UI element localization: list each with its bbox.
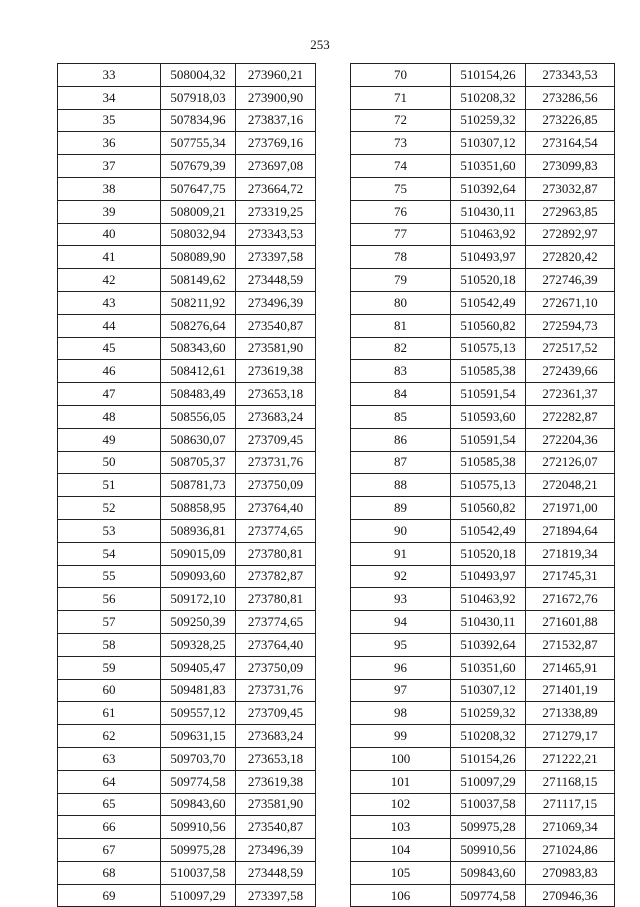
point-number-cell: 62 — [58, 725, 161, 748]
y-coordinate-cell: 271819,34 — [526, 542, 615, 565]
y-coordinate-cell: 273448,59 — [236, 269, 316, 292]
point-number-cell: 46 — [58, 360, 161, 383]
point-number-cell: 77 — [351, 223, 451, 246]
x-coordinate-cell: 510463,92 — [451, 588, 526, 611]
x-coordinate-cell: 509405,47 — [161, 656, 236, 679]
point-number-cell: 44 — [58, 314, 161, 337]
point-number-cell: 58 — [58, 633, 161, 656]
x-coordinate-cell: 510560,82 — [451, 314, 526, 337]
y-coordinate-cell: 273653,18 — [236, 747, 316, 770]
y-coordinate-cell: 273731,76 — [236, 451, 316, 474]
x-coordinate-cell: 507647,75 — [161, 177, 236, 200]
y-coordinate-cell: 272282,87 — [526, 405, 615, 428]
y-coordinate-cell: 273397,58 — [236, 246, 316, 269]
x-coordinate-cell: 508483,49 — [161, 383, 236, 406]
y-coordinate-cell: 273900,90 — [236, 86, 316, 109]
y-coordinate-cell: 273099,83 — [526, 155, 615, 178]
y-coordinate-cell: 273731,76 — [236, 679, 316, 702]
y-coordinate-cell: 271465,91 — [526, 656, 615, 679]
point-number-cell: 35 — [58, 109, 161, 132]
x-coordinate-cell: 507679,39 — [161, 155, 236, 178]
y-coordinate-cell: 273496,39 — [236, 839, 316, 862]
point-number-cell: 80 — [351, 291, 451, 314]
table-row — [351, 725, 615, 748]
table-row — [58, 497, 316, 520]
x-coordinate-cell: 510430,11 — [451, 200, 526, 223]
table-row — [351, 565, 615, 588]
point-number-cell: 34 — [58, 86, 161, 109]
x-coordinate-cell: 509093,60 — [161, 565, 236, 588]
table-row — [351, 451, 615, 474]
y-coordinate-cell: 273683,24 — [236, 405, 316, 428]
table-row — [351, 861, 615, 884]
x-coordinate-cell: 508009,21 — [161, 200, 236, 223]
table-row — [58, 861, 316, 884]
y-coordinate-cell: 273496,39 — [236, 291, 316, 314]
x-coordinate-cell: 509328,25 — [161, 633, 236, 656]
y-coordinate-cell: 273540,87 — [236, 816, 316, 839]
table-row — [58, 679, 316, 702]
point-number-cell: 98 — [351, 702, 451, 725]
y-coordinate-cell: 271894,64 — [526, 519, 615, 542]
point-number-cell: 75 — [351, 177, 451, 200]
y-coordinate-cell: 273448,59 — [236, 861, 316, 884]
y-coordinate-cell: 273709,45 — [236, 702, 316, 725]
x-coordinate-cell: 508412,61 — [161, 360, 236, 383]
y-coordinate-cell: 273750,09 — [236, 656, 316, 679]
table-row — [351, 884, 615, 907]
point-number-cell: 33 — [58, 64, 161, 87]
table-row — [58, 177, 316, 200]
table-row — [351, 747, 615, 770]
table-row — [58, 155, 316, 178]
point-number-cell: 47 — [58, 383, 161, 406]
point-number-cell: 49 — [58, 428, 161, 451]
y-coordinate-cell: 272746,39 — [526, 269, 615, 292]
table-row — [351, 64, 615, 87]
table-row — [351, 155, 615, 178]
x-coordinate-cell: 510430,11 — [451, 611, 526, 634]
table-row — [351, 405, 615, 428]
page-number: 253 — [310, 37, 330, 52]
point-number-cell: 37 — [58, 155, 161, 178]
x-coordinate-cell: 510307,12 — [451, 679, 526, 702]
table-row — [351, 702, 615, 725]
table-row — [58, 633, 316, 656]
x-coordinate-cell: 510097,29 — [161, 884, 236, 907]
point-number-cell: 56 — [58, 588, 161, 611]
x-coordinate-cell: 510351,60 — [451, 656, 526, 679]
point-number-cell: 67 — [58, 839, 161, 862]
table-row — [351, 588, 615, 611]
table-row — [351, 497, 615, 520]
point-number-cell: 63 — [58, 747, 161, 770]
table-row — [58, 383, 316, 406]
x-coordinate-cell: 509975,28 — [161, 839, 236, 862]
y-coordinate-cell: 273764,40 — [236, 497, 316, 520]
x-coordinate-cell: 508705,37 — [161, 451, 236, 474]
point-number-cell: 78 — [351, 246, 451, 269]
table-row — [58, 405, 316, 428]
point-number-cell: 72 — [351, 109, 451, 132]
table-row — [351, 177, 615, 200]
point-number-cell: 87 — [351, 451, 451, 474]
point-number-cell: 61 — [58, 702, 161, 725]
table-row — [58, 109, 316, 132]
y-coordinate-cell: 270983,83 — [526, 861, 615, 884]
table-row — [58, 519, 316, 542]
x-coordinate-cell: 510585,38 — [451, 451, 526, 474]
table-row — [58, 816, 316, 839]
point-number-cell: 41 — [58, 246, 161, 269]
table-row — [58, 291, 316, 314]
y-coordinate-cell: 273697,08 — [236, 155, 316, 178]
point-number-cell: 74 — [351, 155, 451, 178]
table-row — [58, 793, 316, 816]
y-coordinate-cell: 273769,16 — [236, 132, 316, 155]
point-number-cell: 102 — [351, 793, 451, 816]
x-coordinate-cell: 510037,58 — [451, 793, 526, 816]
y-coordinate-cell: 273164,54 — [526, 132, 615, 155]
y-coordinate-cell: 271117,15 — [526, 793, 615, 816]
x-coordinate-cell: 508343,60 — [161, 337, 236, 360]
point-number-cell: 92 — [351, 565, 451, 588]
table-row — [58, 86, 316, 109]
table-row — [58, 246, 316, 269]
point-number-cell: 91 — [351, 542, 451, 565]
table-row — [351, 519, 615, 542]
table-row — [351, 132, 615, 155]
point-number-cell: 64 — [58, 770, 161, 793]
x-coordinate-cell: 508149,62 — [161, 269, 236, 292]
x-coordinate-cell: 510560,82 — [451, 497, 526, 520]
table-row — [58, 884, 316, 907]
point-number-cell: 83 — [351, 360, 451, 383]
y-coordinate-cell: 273774,65 — [236, 611, 316, 634]
x-coordinate-cell: 510493,97 — [451, 565, 526, 588]
point-number-cell: 65 — [58, 793, 161, 816]
point-number-cell: 69 — [58, 884, 161, 907]
x-coordinate-cell: 508089,90 — [161, 246, 236, 269]
point-number-cell: 42 — [58, 269, 161, 292]
y-coordinate-cell: 271338,89 — [526, 702, 615, 725]
x-coordinate-cell: 509843,60 — [451, 861, 526, 884]
y-coordinate-cell: 272820,42 — [526, 246, 615, 269]
y-coordinate-cell: 272439,66 — [526, 360, 615, 383]
y-coordinate-cell: 271672,76 — [526, 588, 615, 611]
table-row — [58, 132, 316, 155]
y-coordinate-cell: 273960,21 — [236, 64, 316, 87]
x-coordinate-cell: 510392,64 — [451, 177, 526, 200]
x-coordinate-cell: 508004,32 — [161, 64, 236, 87]
x-coordinate-cell: 510208,32 — [451, 725, 526, 748]
table-row — [58, 360, 316, 383]
point-number-cell: 54 — [58, 542, 161, 565]
x-coordinate-cell: 507834,96 — [161, 109, 236, 132]
table-row — [351, 428, 615, 451]
x-coordinate-cell: 509481,83 — [161, 679, 236, 702]
point-number-cell: 76 — [351, 200, 451, 223]
table-row — [351, 839, 615, 862]
point-number-cell: 71 — [351, 86, 451, 109]
x-coordinate-cell: 510037,58 — [161, 861, 236, 884]
point-number-cell: 53 — [58, 519, 161, 542]
x-coordinate-cell: 509910,56 — [451, 839, 526, 862]
table-row — [351, 246, 615, 269]
x-coordinate-cell: 507918,03 — [161, 86, 236, 109]
y-coordinate-cell: 273343,53 — [526, 64, 615, 87]
point-number-cell: 45 — [58, 337, 161, 360]
x-coordinate-cell: 510520,18 — [451, 269, 526, 292]
y-coordinate-cell: 273581,90 — [236, 337, 316, 360]
table-row — [58, 770, 316, 793]
y-coordinate-cell: 272517,52 — [526, 337, 615, 360]
x-coordinate-cell: 510591,54 — [451, 383, 526, 406]
x-coordinate-cell: 510591,54 — [451, 428, 526, 451]
point-number-cell: 95 — [351, 633, 451, 656]
point-number-cell: 38 — [58, 177, 161, 200]
y-coordinate-cell: 271024,86 — [526, 839, 615, 862]
point-number-cell: 40 — [58, 223, 161, 246]
point-number-cell: 52 — [58, 497, 161, 520]
y-coordinate-cell: 271601,88 — [526, 611, 615, 634]
y-coordinate-cell: 273226,85 — [526, 109, 615, 132]
point-number-cell: 94 — [351, 611, 451, 634]
y-coordinate-cell: 272361,37 — [526, 383, 615, 406]
y-coordinate-cell: 271279,17 — [526, 725, 615, 748]
y-coordinate-cell: 272126,07 — [526, 451, 615, 474]
table-row — [58, 565, 316, 588]
x-coordinate-cell: 510259,32 — [451, 702, 526, 725]
table-row — [351, 633, 615, 656]
x-coordinate-cell: 510307,12 — [451, 132, 526, 155]
x-coordinate-cell: 509843,60 — [161, 793, 236, 816]
y-coordinate-cell: 273750,09 — [236, 474, 316, 497]
x-coordinate-cell: 507755,34 — [161, 132, 236, 155]
x-coordinate-cell: 509557,12 — [161, 702, 236, 725]
x-coordinate-cell: 509631,15 — [161, 725, 236, 748]
x-coordinate-cell: 509172,10 — [161, 588, 236, 611]
y-coordinate-cell: 273540,87 — [236, 314, 316, 337]
table-row — [351, 269, 615, 292]
table-row — [351, 656, 615, 679]
table-row — [58, 428, 316, 451]
x-coordinate-cell: 508276,64 — [161, 314, 236, 337]
x-coordinate-cell: 510351,60 — [451, 155, 526, 178]
x-coordinate-cell: 508781,73 — [161, 474, 236, 497]
x-coordinate-cell: 508032,94 — [161, 223, 236, 246]
table-row — [351, 314, 615, 337]
y-coordinate-cell: 273709,45 — [236, 428, 316, 451]
point-number-cell: 70 — [351, 64, 451, 87]
table-row — [58, 725, 316, 748]
y-coordinate-cell: 273032,87 — [526, 177, 615, 200]
x-coordinate-cell: 509910,56 — [161, 816, 236, 839]
point-number-cell: 59 — [58, 656, 161, 679]
y-coordinate-cell: 273397,58 — [236, 884, 316, 907]
table-row — [351, 474, 615, 497]
table-row — [58, 839, 316, 862]
table-row — [58, 269, 316, 292]
point-number-cell: 51 — [58, 474, 161, 497]
point-number-cell: 93 — [351, 588, 451, 611]
point-number-cell: 60 — [58, 679, 161, 702]
y-coordinate-cell: 273780,81 — [236, 588, 316, 611]
point-number-cell: 104 — [351, 839, 451, 862]
table-row — [58, 200, 316, 223]
table-row — [351, 611, 615, 634]
x-coordinate-cell: 508556,05 — [161, 405, 236, 428]
y-coordinate-cell: 273837,16 — [236, 109, 316, 132]
y-coordinate-cell: 273683,24 — [236, 725, 316, 748]
table-row — [58, 611, 316, 634]
point-number-cell: 84 — [351, 383, 451, 406]
x-coordinate-cell: 509774,58 — [161, 770, 236, 793]
y-coordinate-cell: 271168,15 — [526, 770, 615, 793]
x-coordinate-cell: 509975,28 — [451, 816, 526, 839]
table-row — [351, 360, 615, 383]
point-number-cell: 68 — [58, 861, 161, 884]
y-coordinate-cell: 273653,18 — [236, 383, 316, 406]
coordinates-table-left — [57, 63, 316, 907]
point-number-cell: 50 — [58, 451, 161, 474]
point-number-cell: 105 — [351, 861, 451, 884]
y-coordinate-cell: 272963,85 — [526, 200, 615, 223]
y-coordinate-cell: 273780,81 — [236, 542, 316, 565]
table-row — [58, 702, 316, 725]
table-row — [351, 770, 615, 793]
y-coordinate-cell: 271069,34 — [526, 816, 615, 839]
point-number-cell: 100 — [351, 747, 451, 770]
x-coordinate-cell: 508211,92 — [161, 291, 236, 314]
x-coordinate-cell: 510575,13 — [451, 474, 526, 497]
x-coordinate-cell: 510097,29 — [451, 770, 526, 793]
y-coordinate-cell: 270946,36 — [526, 884, 615, 907]
x-coordinate-cell: 510493,97 — [451, 246, 526, 269]
table-row — [351, 200, 615, 223]
y-coordinate-cell: 272892,97 — [526, 223, 615, 246]
table-row — [58, 451, 316, 474]
table-row — [351, 816, 615, 839]
table-row — [351, 86, 615, 109]
table-row — [351, 291, 615, 314]
y-coordinate-cell: 273319,25 — [236, 200, 316, 223]
x-coordinate-cell: 509774,58 — [451, 884, 526, 907]
point-number-cell: 82 — [351, 337, 451, 360]
y-coordinate-cell: 273664,72 — [236, 177, 316, 200]
x-coordinate-cell: 509250,39 — [161, 611, 236, 634]
point-number-cell: 57 — [58, 611, 161, 634]
y-coordinate-cell: 271971,00 — [526, 497, 615, 520]
table-row — [351, 793, 615, 816]
table-row — [351, 223, 615, 246]
point-number-cell: 73 — [351, 132, 451, 155]
table-row — [58, 588, 316, 611]
x-coordinate-cell: 510154,26 — [451, 747, 526, 770]
table-row — [351, 337, 615, 360]
y-coordinate-cell: 273774,65 — [236, 519, 316, 542]
y-coordinate-cell: 272671,10 — [526, 291, 615, 314]
y-coordinate-cell: 273286,56 — [526, 86, 615, 109]
point-number-cell: 101 — [351, 770, 451, 793]
point-number-cell: 85 — [351, 405, 451, 428]
x-coordinate-cell: 509703,70 — [161, 747, 236, 770]
y-coordinate-cell: 273619,38 — [236, 770, 316, 793]
point-number-cell: 89 — [351, 497, 451, 520]
x-coordinate-cell: 508858,95 — [161, 497, 236, 520]
y-coordinate-cell: 272594,73 — [526, 314, 615, 337]
point-number-cell: 48 — [58, 405, 161, 428]
table-row — [351, 542, 615, 565]
x-coordinate-cell: 508630,07 — [161, 428, 236, 451]
x-coordinate-cell: 510585,38 — [451, 360, 526, 383]
y-coordinate-cell: 272048,21 — [526, 474, 615, 497]
table-row — [58, 314, 316, 337]
x-coordinate-cell: 510463,92 — [451, 223, 526, 246]
table-row — [351, 109, 615, 132]
y-coordinate-cell: 273764,40 — [236, 633, 316, 656]
x-coordinate-cell: 508936,81 — [161, 519, 236, 542]
table-row — [58, 223, 316, 246]
y-coordinate-cell: 273619,38 — [236, 360, 316, 383]
table-row — [58, 337, 316, 360]
x-coordinate-cell: 510208,32 — [451, 86, 526, 109]
y-coordinate-cell: 271401,19 — [526, 679, 615, 702]
point-number-cell: 97 — [351, 679, 451, 702]
point-number-cell: 66 — [58, 816, 161, 839]
point-number-cell: 39 — [58, 200, 161, 223]
x-coordinate-cell: 510520,18 — [451, 542, 526, 565]
point-number-cell: 55 — [58, 565, 161, 588]
point-number-cell: 99 — [351, 725, 451, 748]
table-row — [351, 383, 615, 406]
point-number-cell: 86 — [351, 428, 451, 451]
x-coordinate-cell: 510542,49 — [451, 519, 526, 542]
table-row — [351, 679, 615, 702]
point-number-cell: 88 — [351, 474, 451, 497]
point-number-cell: 36 — [58, 132, 161, 155]
y-coordinate-cell: 272204,36 — [526, 428, 615, 451]
x-coordinate-cell: 510259,32 — [451, 109, 526, 132]
point-number-cell: 90 — [351, 519, 451, 542]
y-coordinate-cell: 271532,87 — [526, 633, 615, 656]
point-number-cell: 103 — [351, 816, 451, 839]
x-coordinate-cell: 510154,26 — [451, 64, 526, 87]
table-row — [58, 64, 316, 87]
table-row — [58, 542, 316, 565]
point-number-cell: 81 — [351, 314, 451, 337]
x-coordinate-cell: 510392,64 — [451, 633, 526, 656]
coordinates-table-right — [350, 63, 615, 907]
point-number-cell: 106 — [351, 884, 451, 907]
x-coordinate-cell: 510575,13 — [451, 337, 526, 360]
y-coordinate-cell: 273782,87 — [236, 565, 316, 588]
point-number-cell: 96 — [351, 656, 451, 679]
x-coordinate-cell: 510593,60 — [451, 405, 526, 428]
y-coordinate-cell: 271222,21 — [526, 747, 615, 770]
y-coordinate-cell: 273343,53 — [236, 223, 316, 246]
table-row — [58, 656, 316, 679]
x-coordinate-cell: 509015,09 — [161, 542, 236, 565]
table-row — [58, 747, 316, 770]
y-coordinate-cell: 271745,31 — [526, 565, 615, 588]
table-row — [58, 474, 316, 497]
point-number-cell: 79 — [351, 269, 451, 292]
y-coordinate-cell: 273581,90 — [236, 793, 316, 816]
point-number-cell: 43 — [58, 291, 161, 314]
x-coordinate-cell: 510542,49 — [451, 291, 526, 314]
